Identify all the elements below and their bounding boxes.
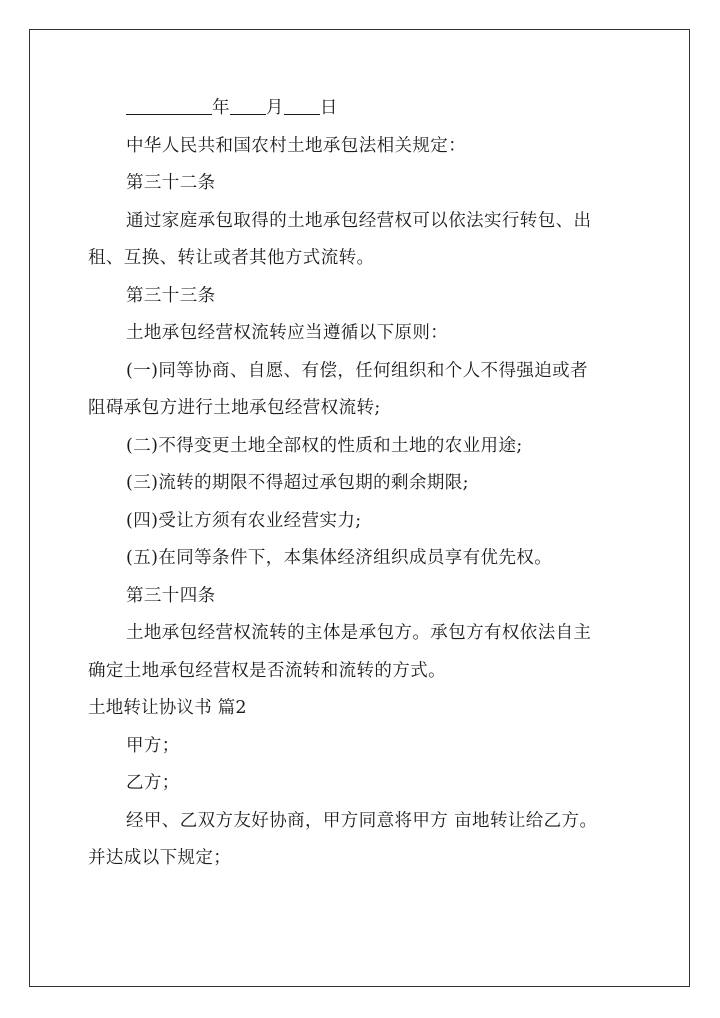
article-32-text-line-1: 通过家庭承包取得的土地承包经营权可以依法实行转包、出	[126, 210, 592, 231]
article-34-heading: 第三十四条	[126, 585, 216, 606]
agreement-text-line-2: 并达成以下规定；	[88, 848, 232, 868]
principle-4: (四)受让方须有农业经营实力;	[126, 510, 362, 531]
party-b: 乙方；	[126, 773, 180, 793]
principle-2: (二)不得变更土地全部权的性质和土地的农业用途;	[126, 435, 523, 456]
article-33-heading: 第三十三条	[126, 285, 216, 306]
principle-5: (五)在同等条件下，本集体经济组织成员享有优先权。	[126, 548, 553, 568]
date-line	[88, 90, 636, 128]
day-blank	[284, 92, 320, 115]
article-32-heading: 第三十二条	[126, 173, 216, 193]
article-34-text-line-2: 确定土地承包经营权是否流转和流转的方式。	[88, 660, 446, 681]
year-blank	[126, 92, 212, 115]
year-label: 年	[212, 98, 230, 118]
month-label: 月	[265, 98, 284, 118]
article-33-intro: 土地承包经营权流转应当遵循以下原则：	[126, 323, 449, 343]
principle-3: (三)流转的期限不得超过承包期的剩余期限;	[126, 473, 469, 493]
agreement-text-line-1: 经甲、乙双方友好协商，甲方同意将甲方 亩地转让给乙方。	[126, 810, 598, 831]
law-heading: 中华人民共和国农村土地承包法相关规定：	[126, 135, 467, 156]
section-title: 土地转让协议书 篇2	[88, 698, 247, 718]
document-body	[88, 90, 636, 878]
article-32-text-line-2: 租、互换、转让或者其他方式流转。	[88, 248, 375, 268]
party-a: 甲方；	[126, 735, 180, 756]
day-label: 日	[319, 98, 338, 118]
principle-1-line-2: 阻碍承包方进行土地承包经营权流转;	[88, 398, 381, 418]
principle-1-line-1: (一)同等协商、自愿、有偿，任何组织和个人不得强迫或者	[126, 360, 588, 381]
month-blank	[230, 92, 266, 115]
article-34-text-line-1: 土地承包经营权流转的主体是承包方。承包方有权依法自主	[126, 623, 592, 643]
